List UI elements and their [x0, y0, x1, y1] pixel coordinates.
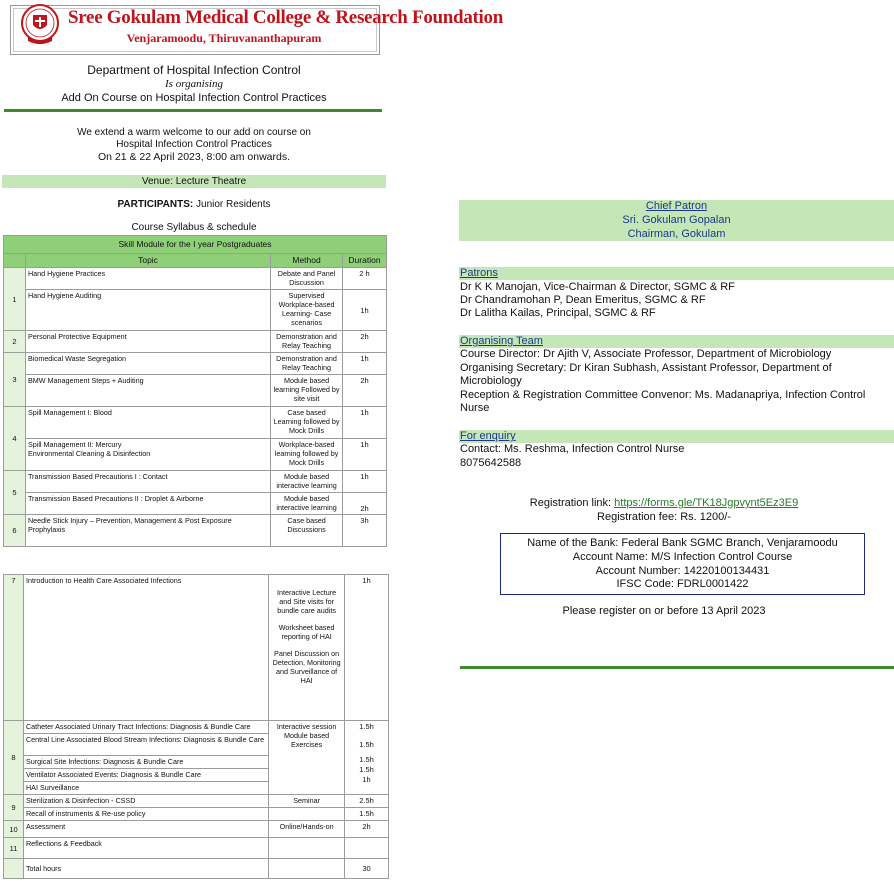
topic-line: Environmental Cleaning & Disinfection — [27, 449, 151, 458]
duration-cell: 1h — [343, 290, 387, 331]
organising-title: Organising Team — [460, 335, 543, 347]
method-cell: Debate and Panel Discussion — [271, 268, 343, 290]
course-title: Add On Course on Hospital Infection Control Practices — [61, 92, 327, 104]
topic-cell: Ventilator Associated Events: Diagnosis & Bundle Care — [23, 769, 268, 782]
duration-line: 1.5h — [359, 755, 374, 764]
duration-cell: 1.5h — [345, 808, 389, 821]
method-cell: Demonstration and Relay Teaching — [271, 331, 343, 353]
duration-cell: 1h — [343, 471, 387, 493]
patron-item: Dr K K Manojan, Vice-Chairman & Director, SGMC & RF — [460, 281, 735, 293]
method-cell: Interactive session Module based Exercises — [269, 721, 345, 795]
course-director: Course Director: Dr Ajith V, Associate Professor, Department of Microbiology — [460, 348, 832, 360]
account-number: Account Number: 14220100134431 — [595, 565, 770, 577]
topic-cell: Introduction to Health Care Associated Infections — [23, 575, 268, 721]
topic-cell: HAI Surveillance — [23, 782, 268, 795]
patron-item: Dr Lalitha Kailas, Principal, SGMC & RF — [460, 307, 656, 319]
topic-cell: Sterilization & Disinfection - CSSD — [23, 795, 268, 808]
divider — [460, 666, 894, 669]
method-cell: Module based interactive learning — [271, 493, 343, 515]
method-cell: Case based Discussions — [271, 515, 343, 547]
topic-cell: Transmission Based Precautions I : Contact — [25, 471, 270, 493]
department-title: Department of Hospital Infection Control — [87, 63, 301, 77]
topic-cell: Reflections & Feedback — [23, 838, 268, 859]
row-number: 4 — [4, 407, 26, 471]
row-number — [4, 859, 24, 879]
row-number: 9 — [4, 795, 24, 821]
chief-patron-name: Sri. Gokulam Gopalan — [622, 214, 731, 226]
method-cell: Module based interactive learning — [271, 471, 343, 493]
chief-patron-title: Chief Patron — [645, 200, 708, 212]
welcome-text: We extend a warm welcome to our add on course on — [77, 127, 311, 138]
total-label: Total hours — [23, 859, 268, 879]
patron-item: Dr Chandramohan P, Dean Emeritus, SGMC & RF — [460, 294, 706, 306]
row-number: 7 — [4, 575, 24, 721]
syllabus-title: Course Syllabus & schedule — [131, 222, 257, 233]
duration-cell: 2h — [343, 375, 387, 407]
row-number: 3 — [4, 353, 26, 407]
organising-secretary-cont: Microbiology — [460, 375, 522, 387]
method-cell: Seminar — [269, 795, 345, 808]
topic-cell: Transmission Based Precautions II : Droplet & Airborne — [25, 493, 270, 515]
method-line: Panel Discussion on Detection, Monitoring and Surveillance of HAI — [272, 649, 341, 685]
duration-cell: 2h — [343, 331, 387, 353]
syllabus-table-2 — [3, 574, 389, 879]
register-deadline — [459, 605, 869, 617]
register-date: 13 April 2023 — [701, 605, 766, 617]
topic-line: Spill Management II: Mercury — [27, 440, 122, 449]
participants-value: Junior Residents — [193, 199, 271, 210]
enquiry-band — [459, 430, 894, 443]
method-cell — [269, 808, 345, 821]
topic-cell: Biomedical Waste Segregation — [25, 353, 270, 375]
row-number: 8 — [4, 721, 24, 795]
duration-cell — [345, 721, 389, 795]
course-date: On 21 & 22 April 2023, 8:00 am onwards. — [97, 151, 291, 163]
chief-patron-role: Chairman, Gokulam — [627, 228, 726, 240]
topic-cell: Catheter Associated Urinary Tract Infections: Diagnosis & Bundle Care — [23, 721, 268, 734]
duration-cell: 3h — [343, 515, 387, 547]
method-line: Worksheet based reporting of HAI — [278, 623, 335, 641]
topic-cell: Personal Protective Equipment — [25, 331, 270, 353]
duration-cell — [345, 838, 389, 859]
row-number: 6 — [4, 515, 26, 547]
college-name: Sree Gokulam Medical College & Research Foundation — [68, 7, 503, 28]
organising-secretary: Organising Secretary: Dr Kiran Subhash, Assistant Professor, Department of — [460, 362, 832, 374]
duration-line: 1.5h — [359, 740, 374, 749]
topic-cell: Hand Hygiene Auditing — [25, 290, 270, 331]
course-name: Hospital Infection Control Practices — [116, 139, 272, 150]
duration-cell: 2h — [343, 493, 387, 515]
total-hours: 30 — [345, 859, 389, 879]
topic-cell: Spill Management I: Blood — [25, 407, 270, 439]
method-cell: Supervised Workplace-based Learning- Case scenarios — [271, 290, 343, 331]
participants — [0, 199, 388, 210]
header-topic: Topic — [25, 254, 270, 268]
enquiry-phone: 8075642588 — [460, 457, 522, 469]
duration-cell: 1h — [343, 353, 387, 375]
row-number: 2 — [4, 331, 26, 353]
registration-fee: Registration fee: Rs. 1200/- — [597, 511, 731, 523]
duration-cell: 2.5h — [345, 795, 389, 808]
method-line: Interactive Lecture and Site visits for bundle care audits — [277, 588, 337, 615]
topic-cell: Assessment — [23, 821, 268, 838]
header-method: Method — [271, 254, 343, 268]
college-emblem-icon — [20, 3, 60, 47]
skill-module-title: Skill Module for the I year Postgraduates — [4, 236, 387, 254]
bank-name: Name of the Bank: Federal Bank SGMC Branch, Venjaramoodu — [527, 537, 838, 549]
duration-cell: 1h — [343, 439, 387, 471]
divider — [4, 109, 382, 112]
participants-label: PARTICIPANTS: — [117, 199, 194, 210]
row-number: 1 — [4, 268, 26, 331]
patrons-title: Patrons — [460, 267, 498, 279]
registration-label: Registration link: — [529, 497, 615, 509]
row-number: 10 — [4, 821, 24, 838]
syllabus-table-1 — [3, 235, 387, 547]
ifsc-code: IFSC Code: FDRL0001422 — [616, 578, 749, 590]
venue-band: Venue: Lecture Theatre — [2, 175, 386, 188]
duration-line: 1.5h — [359, 722, 374, 731]
duration-line: 1.5h — [359, 765, 374, 774]
duration-cell: 1h — [345, 575, 389, 721]
duration-cell: 2h — [345, 821, 389, 838]
row-number: 11 — [4, 838, 24, 859]
topic-cell: Recall of instruments & Re-use policy — [23, 808, 268, 821]
enquiry-contact: Contact: Ms. Reshma, Infection Control Nurse — [460, 443, 685, 455]
organising-text: Is organising — [165, 78, 223, 90]
college-location: Venjaramoodu, Thiruvananthapuram — [126, 31, 322, 45]
topic-cell — [25, 439, 270, 471]
registration-link[interactable]: https://forms.gle/TK18Jgpvynt5Ez3E9 — [614, 497, 799, 509]
topic-cell: Surgical Site Infections: Diagnosis & Bundle Care — [23, 756, 268, 769]
enquiry-title: For enquiry — [460, 430, 516, 442]
method-cell — [269, 859, 345, 879]
register-prefix: Please register on or before — [562, 605, 702, 617]
method-cell: Workplace-based learning followed by Mock Drills — [271, 439, 343, 471]
duration-cell: 1h — [343, 407, 387, 439]
method-cell: Demonstration and Relay Teaching — [271, 353, 343, 375]
topic-cell: BMW Management Steps + Auditing — [25, 375, 270, 407]
header-num — [4, 254, 26, 268]
topic-cell: Needle Stick Injury – Prevention, Management & Post Exposure Prophylaxis — [25, 515, 270, 547]
header-duration: Duration — [343, 254, 387, 268]
method-cell: Case based Learning followed by Mock Drills — [271, 407, 343, 439]
method-cell — [269, 575, 345, 721]
patrons-band — [459, 267, 894, 280]
method-cell: Online/Hands-on — [269, 821, 345, 838]
reception-convenor: Reception & Registration Committee Convenor: Ms. Madanapriya, Infection Control — [460, 389, 866, 401]
duration-line: 1h — [362, 775, 371, 784]
method-cell: Module based learning Followed by site visit — [271, 375, 343, 407]
topic-cell: Hand Hygiene Practices — [25, 268, 270, 290]
duration-cell: 2 h — [343, 268, 387, 290]
row-number: 5 — [4, 471, 26, 515]
reception-convenor-cont: Nurse — [460, 402, 490, 414]
account-name: Account Name: M/S Infection Control Course — [572, 551, 793, 563]
topic-cell: Central Line Associated Blood Stream Infections: Diagnosis & Bundle Care — [23, 734, 268, 756]
registration-line — [459, 497, 869, 509]
method-cell — [269, 838, 345, 859]
